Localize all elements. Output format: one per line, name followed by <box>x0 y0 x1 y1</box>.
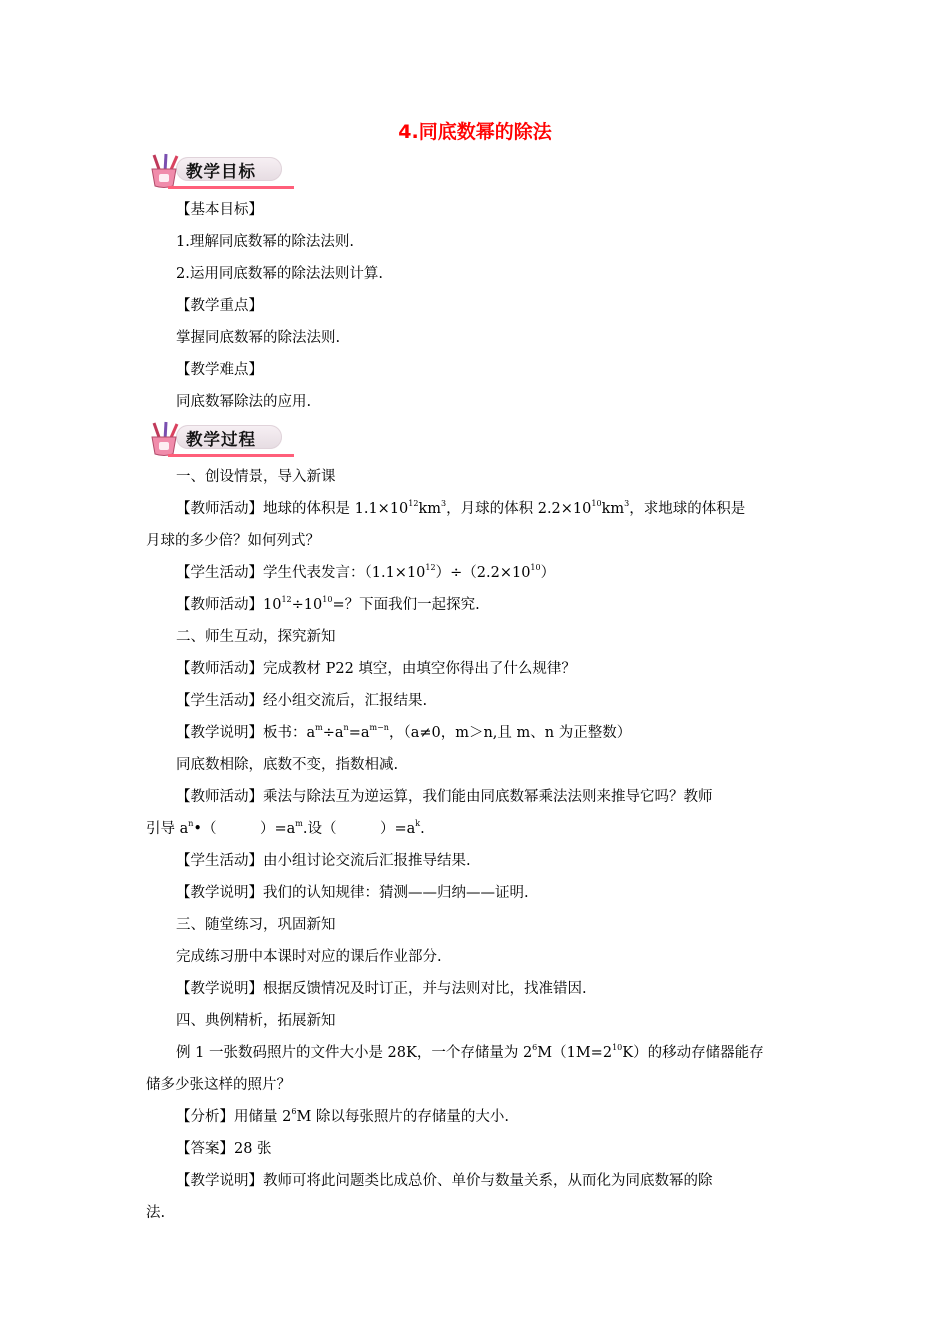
answer: 【答案】28 张 <box>176 1141 272 1157</box>
part-3-title: 三、随堂练习，巩固新知 <box>176 917 336 933</box>
teacher-activity-1: 【教师活动】地球的体积是 $1.1\times 10^{12}km^3$，月球的体积 $2.2\times 10^{10}km^3$，求地球的体积是 <box>176 499 746 517</box>
teaching-note-3: 【教学说明】根据反馈情况及时订正，并与法则对比，找准错因. <box>176 981 587 997</box>
section-header-label: 教学过程 <box>186 430 256 449</box>
teacher-activity-4-cont: 引导 $a^n•$（ ）$=a^m$.设（ ）$=a^k$. <box>146 819 425 837</box>
teaching-note-2: 【教学说明】我们的认知规律：猜测——归纳——证明. <box>176 885 529 901</box>
key-point-heading: 【教学重点】 <box>176 298 263 314</box>
teacher-activity-4: 【教师活动】乘法与除法互为逆运算，我们能由同底数幂乘法法则来推导它吗？教师 <box>176 789 713 805</box>
pencil-cup-icon <box>146 152 186 190</box>
section-header-label: 教学目标 <box>186 162 256 181</box>
teacher-activity-2: 【教师活动】$10^{12}\div 10^{10}=$？下面我们一起探究. <box>176 595 480 613</box>
section-header-process <box>146 420 296 458</box>
page-title: 4.同底数幂的除法 <box>398 121 552 143</box>
objective-2: 2.运用同底数幂的除法法则计算. <box>176 266 383 282</box>
part-4-title: 四、典例精析，拓展新知 <box>176 1013 336 1029</box>
difficult-point-text: 同底数幂除法的应用. <box>176 394 312 410</box>
teaching-note-1: 【教学说明】板书：$a^m\div a^n=a^{m-n}$，（a≠0，m＞n,且 m、n 为正整数） <box>176 723 632 741</box>
teacher-activity-1-cont: 月球的多少倍？如何列式？ <box>146 533 320 549</box>
key-point-text: 掌握同底数幂的除法法则. <box>176 330 341 346</box>
section-header-underline <box>168 454 294 457</box>
student-activity-2: 【学生活动】经小组交流后，汇报结果. <box>176 693 428 709</box>
teaching-note-4-cont: 法. <box>146 1205 166 1221</box>
part-1-title: 一、创设情景，导入新课 <box>176 469 336 485</box>
pencil-cup-icon <box>146 420 186 458</box>
basic-objective-heading: 【基本目标】 <box>176 202 263 218</box>
difficult-point-heading: 【教学难点】 <box>176 362 263 378</box>
teaching-note-4: 【教学说明】教师可将此问题类比成总价、单价与数量关系，从而化为同底数幂的除 <box>176 1173 713 1189</box>
student-activity-3: 【学生活动】由小组讨论交流后汇报推导结果. <box>176 853 471 869</box>
example-1: 例 1 一张数码照片的文件大小是 28K，一个存储量为 $2^6M(1M=2^{10}K)$的移动存储器能存 <box>176 1043 764 1061</box>
section-header-objectives <box>146 152 296 190</box>
practice-text: 完成练习册中本课时对应的课后作业部分. <box>176 949 442 965</box>
section-header-underline <box>168 186 294 189</box>
example-1-cont: 储多少张这样的照片？ <box>146 1077 291 1093</box>
rule-statement: 同底数相除，底数不变，指数相减. <box>176 757 399 773</box>
teacher-activity-3: 【教师活动】完成教材 P22 填空，由填空你得出了什么规律？ <box>176 661 576 677</box>
analysis: 【分析】用储量 $2^6M$ 除以每张照片的存储量的大小. <box>176 1107 510 1125</box>
part-2-title: 二、师生互动，探究新知 <box>176 629 336 645</box>
student-activity-1: 【学生活动】学生代表发言：$(1.1\times 10^{12})\div(2.2\times 10^{10})$ <box>176 563 556 581</box>
objective-1: 1.理解同底数幂的除法法则. <box>176 234 354 250</box>
